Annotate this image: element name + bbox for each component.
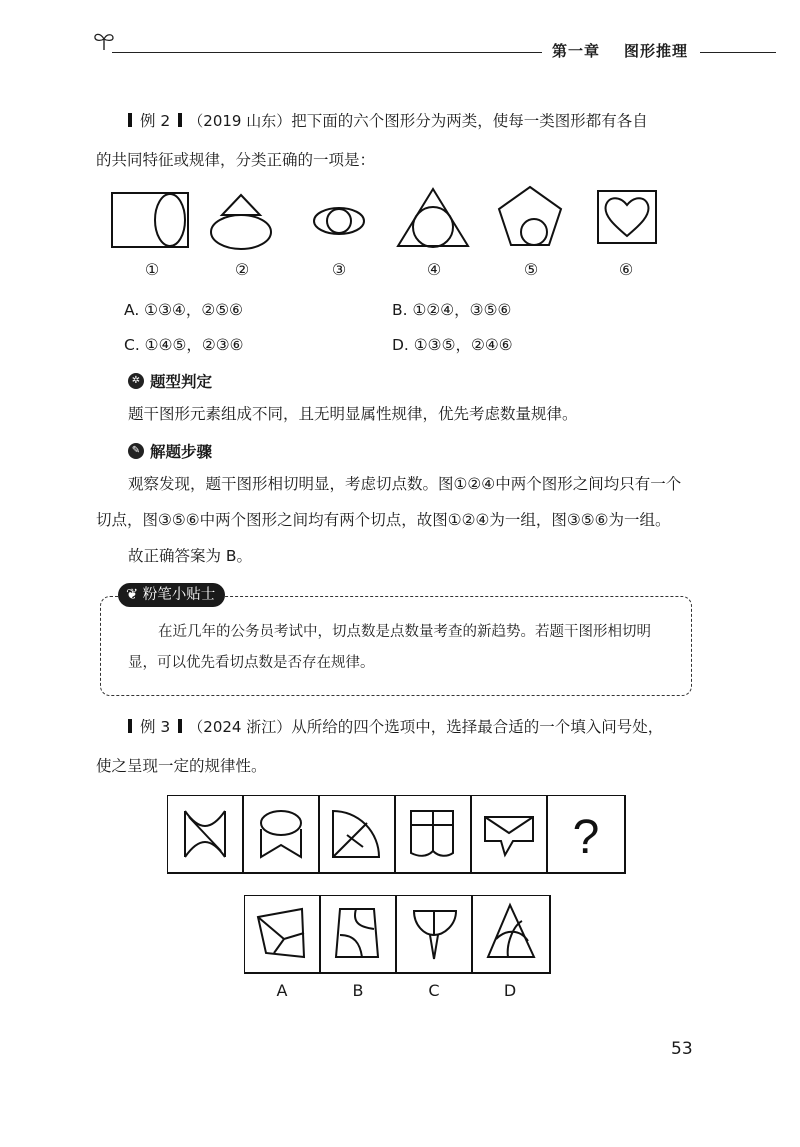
figure-6 — [598, 191, 656, 243]
example2-text-line2: 的共同特征或规律，分类正确的一项是： — [96, 151, 376, 169]
option-figure-d — [488, 905, 534, 957]
example3-sequence — [167, 795, 627, 875]
question-type-text: 题干图形元素组成不同，且无明显属性规律，优先考虑数量规律。 — [128, 405, 578, 423]
option-figure-b — [336, 909, 378, 957]
tip-box — [100, 596, 692, 696]
chapter-title: 第一章 — [552, 42, 601, 60]
example2-question-line1 — [128, 110, 648, 132]
figure-3 — [314, 208, 364, 234]
sequence-figure-2 — [261, 811, 301, 857]
header-rule-right — [700, 52, 776, 53]
option-a: A. ①③④，②⑤⑥ — [124, 301, 244, 319]
figure-label-1: ① — [144, 260, 160, 279]
gear-icon: ✲ — [128, 373, 144, 389]
figure-1 — [112, 193, 188, 247]
label-bar-right — [178, 719, 182, 733]
steps-heading-text: 解题步骤 — [150, 443, 213, 461]
figure-2 — [211, 195, 271, 249]
example3-source: （2024 浙江） — [188, 718, 292, 736]
option-letter-a: A — [276, 981, 288, 1000]
sequence-figure-3 — [333, 811, 379, 857]
figure-label-6: ⑥ — [618, 260, 634, 279]
example2-source: （2019 山东） — [188, 112, 292, 130]
sequence-figure-4 — [411, 811, 453, 856]
tip-line2: 显，可以优先看切点数是否存在规律。 — [128, 655, 375, 671]
tip-sprout-icon: ❦ — [126, 587, 139, 603]
option-figure-c — [414, 911, 456, 959]
question-mark: ? — [572, 811, 600, 864]
figure-4 — [398, 189, 468, 247]
page-number: 53 — [671, 1039, 693, 1059]
example3-text-line1: 从所给的四个选项中，选择最合适的一个填入问号处， — [291, 718, 664, 736]
sprout-icon — [92, 30, 116, 52]
pencil-icon: ✎ — [128, 443, 144, 459]
example2-figures — [104, 185, 674, 255]
tip-title-text: 粉笔小贴士 — [142, 587, 216, 603]
option-d: D. ①③⑤，②④⑥ — [392, 336, 513, 354]
tip-line1: 在近几年的公务员考试中，切点数是点数量考查的新趋势。若题干图形相切明 — [158, 624, 651, 640]
steps-line1: 观察发现，题干图形相切明显，考虑切点数。图①②④中两个图形之间均只有一个 — [128, 475, 682, 493]
option-letter-b: B — [352, 981, 364, 1000]
example3-question-line1 — [128, 716, 663, 738]
section-title: 图形推理 — [624, 42, 689, 60]
figure-5 — [499, 187, 561, 245]
example2-label: 例 2 — [140, 112, 171, 130]
steps-answer: 故正确答案为 B。 — [128, 547, 253, 565]
question-type-heading — [128, 370, 212, 392]
example3-options — [244, 895, 554, 975]
question-type-heading-text: 题型判定 — [150, 373, 213, 391]
figure-label-2: ② — [234, 260, 250, 279]
figure-label-4: ④ — [426, 260, 442, 279]
sequence-figure-1 — [185, 811, 225, 857]
steps-line2: 切点，图③⑤⑥中两个图形之间均有两个切点，故图①②④为一组，图③⑤⑥为一组。 — [96, 511, 671, 529]
label-bar-right — [178, 113, 182, 127]
option-b: B. ①②④，③⑤⑥ — [392, 301, 512, 319]
example3-text-line2: 使之呈现一定的规律性。 — [96, 757, 267, 775]
figure-label-5: ⑤ — [523, 260, 539, 279]
tip-title — [118, 583, 225, 607]
option-figure-a — [258, 909, 304, 957]
label-bar-left — [128, 113, 132, 127]
steps-heading — [128, 440, 212, 462]
sequence-figure-5 — [485, 817, 533, 855]
example2-text-line1: 把下面的六个图形分为两类，使每一类图形都有各自 — [291, 112, 648, 130]
option-c: C. ①④⑤，②③⑥ — [124, 336, 244, 354]
option-letter-d: D — [503, 981, 517, 1000]
example3-label: 例 3 — [140, 718, 171, 736]
label-bar-left — [128, 719, 132, 733]
figure-label-3: ③ — [331, 260, 347, 279]
option-letter-c: C — [428, 981, 440, 1000]
header-rule-left — [112, 52, 542, 53]
